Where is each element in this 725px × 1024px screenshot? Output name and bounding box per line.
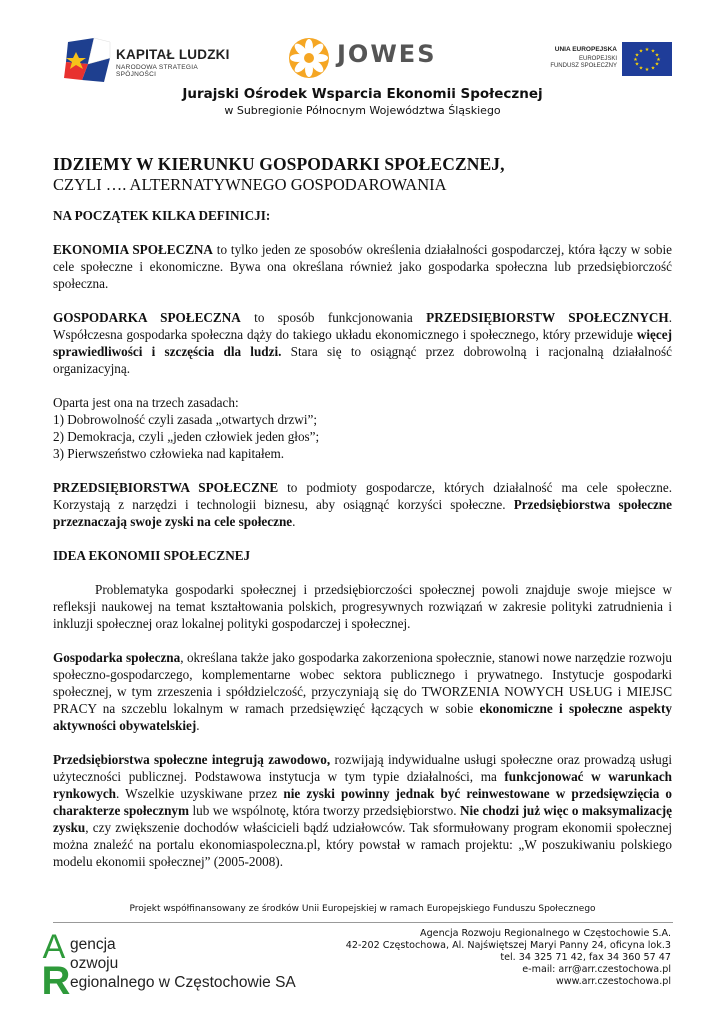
address-line: tel. 34 325 71 42, fax 34 360 57 47 — [500, 952, 671, 963]
jowes-logo — [287, 36, 437, 82]
svg-text:★: ★ — [644, 67, 650, 73]
term-przedsiebiorstw: PRZEDSIĘBIORSTW SPOŁECZNYCH — [426, 310, 669, 325]
emphasis: Nie chodzi już więc o maksymalizację zysku — [53, 803, 672, 835]
text: . Współczesna gospodarka społeczna dąży do takiego układu ekonomicznego i społecznego, który przewiduje — [53, 310, 672, 342]
svg-text:★: ★ — [654, 52, 660, 59]
principle-item: 2) Demokracja, czyli „jeden człowiek jeden głos”; — [53, 429, 320, 444]
idea-heading-text: IDEA EKONOMII SPOŁECZNEJ — [53, 548, 251, 563]
emphasis: Przedsiębiorstwa społeczne integrują zawodowo, — [53, 752, 331, 767]
eu-flag-icon — [622, 42, 672, 76]
text: to sposób funkcjonowania — [240, 310, 427, 325]
footer-divider — [53, 922, 673, 923]
svg-text:★: ★ — [634, 52, 640, 59]
eu-logo — [545, 40, 675, 80]
term-przedsiebiorstwa: PRZEDSIĘBIORSTWA SPOŁECZNE — [53, 480, 279, 495]
svg-text:★: ★ — [633, 57, 638, 63]
kapital-ludzki-name: KAPITAŁ LUDZKI — [116, 47, 230, 62]
svg-text:★: ★ — [650, 65, 656, 72]
principles-intro: Oparta jest ona na trzech zasadach: — [53, 395, 239, 410]
logo-row — [0, 28, 725, 90]
svg-text:★: ★ — [634, 61, 640, 68]
eu-line3: FUNDUSZ SPOŁECZNY — [550, 63, 617, 69]
text: . — [196, 718, 200, 733]
jowes-flower-icon — [287, 36, 331, 80]
svg-text:★: ★ — [650, 48, 656, 55]
term: Gospodarka społeczna — [53, 650, 181, 665]
emphasis: nie zyski powinny jednak być reinwestowane w przedsięwzięcia o charakterze społecznym — [53, 786, 672, 818]
eu-line1: UNIA EUROPEJSKA — [554, 46, 617, 53]
document-subtitle: CZYLI …. ALTERNATYWNEGO GOSPODAROWANIA — [53, 175, 447, 194]
term-gospodarka: GOSPODARKA SPOŁECZNA — [53, 310, 241, 325]
paragraph-integracja — [53, 751, 672, 870]
paragraph-gospodarka-spoleczna — [53, 649, 672, 734]
arr-logo — [36, 930, 336, 996]
principle-item: 3) Pierwszeństwo człowieka nad kapitałem. — [53, 446, 285, 461]
svg-text:★: ★ — [656, 57, 661, 63]
svg-text:★: ★ — [638, 65, 644, 72]
website-link[interactable]: www.arr.czestochowa.pl — [555, 976, 671, 987]
jowes-name: JOWES — [337, 40, 437, 68]
text: , czy zwiększenie dochodów właścicieli bądź udziałowców. Tak sformułowany program ekonomii społecznej można znaleźć na portalu ekonomiaspoleczna.pl, który powstał w ramach projektu: „W poszukiwaniu polskiego modelu ekonomii społecznej” (2005-2008). — [53, 820, 672, 869]
emphasis: więcej sprawiedliwości i szczęścia dla ludzi. — [53, 327, 672, 359]
org-name: Jurajski Ośrodek Wsparcia Ekonomii Społecznej — [182, 86, 543, 102]
definitions-heading-text: NA POCZĄTEK KILKA DEFINICJI: — [53, 208, 271, 223]
term-ekonomia: EKONOMIA SPOŁECZNA — [53, 242, 213, 257]
agency-address — [346, 928, 671, 988]
text: Stara się to osiągnąć przez dobrowolną i racjonalną działalność organizacyjną. — [53, 344, 672, 376]
kapital-ludzki-logo — [64, 34, 234, 84]
definitions-heading — [53, 207, 672, 224]
text: . Wszelkie uzyskiwane przez — [116, 786, 284, 801]
arr-letter-r: R — [41, 959, 71, 996]
arr-logo-line1: gencja — [70, 936, 116, 953]
idea-heading — [53, 547, 672, 564]
arr-logo-line2: ozwoju — [70, 955, 119, 972]
text: . — [292, 514, 296, 529]
text: lub we wspólnotę, która tworzy przedsiębiorstwo. — [189, 803, 460, 818]
address-line: Agencja Rozwoju Regionalnego w Częstochowie S.A. — [420, 928, 671, 939]
arr-letter-a: A — [42, 930, 66, 966]
text: , określana także jako gospodarka zakorzeniona społecznie, stanowi nowe narzędzie rozwoju społeczno-gospodarczego, komplementarne wobec sektora publicznego i prywatnego. Instytucje gospodarki społecznej, w tym zrzeszenia i spółdzielczość, przyczyniają się do TWORZENIA NOWYCH USŁUG i MIEJSC PRACY na szczeblu lokalnym w ramach przedsięwzięć łączących w sobie — [53, 650, 672, 716]
principle-item: 1) Dobrowolność czyli zasada „otwartych drzwi”; — [53, 412, 318, 427]
text: rozwijają indywidualne usługi społeczne oraz prowadzą usługi użyteczności publicznej. Podstawowa instytucja w tym typie działalności, ma — [53, 752, 672, 784]
svg-text:★: ★ — [644, 47, 650, 53]
email-link[interactable]: e-mail: arr@arr.czestochowa.pl — [522, 964, 671, 975]
arr-logo-line3: egionalnego w Częstochowie SA — [70, 974, 296, 991]
text: to podmioty gospodarcze, których działalność ma cele społeczne. Korzystają z narzędzi i technologii biznesu, aby osiągnąć korzyści społeczne. — [53, 480, 672, 512]
document-body — [53, 207, 672, 870]
svg-text:★: ★ — [654, 61, 660, 68]
emphasis: funkcjonować w warunkach rynkowych — [53, 769, 673, 801]
address-line: 42-202 Częstochowa, Al. Najświętszej Maryi Panny 24, oficyna lok.3 — [345, 940, 671, 951]
kapital-ludzki-emblem-icon — [64, 34, 112, 84]
org-region: w Subregionie Północnym Województwa Śląskiego — [224, 104, 501, 117]
emphasis: Przedsiębiorstwa społeczne przeznaczają swoje zyski na cele społeczne — [53, 497, 672, 529]
eu-fund-text — [550, 56, 617, 70]
svg-text:★: ★ — [638, 48, 644, 55]
document-title: IDZIEMY W KIERUNKU GOSPODARKI SPOŁECZNEJ, — [53, 154, 505, 174]
text: to tylko jeden ze sposobów określenia działalności gospodarczej, która łączy w sobie cele społeczne i ekonomiczne. Bywa ona określana również jako gospodarka społeczna lub przedsiębiorczość społeczna. — [53, 242, 672, 291]
paragraph-problematyka: Problematyka gospodarki społecznej i przedsiębiorczości społecznej powoli znajduje swoje miejsce w refleksji naukowej na temat kształtowania polskich, progresywnych rozwiązań w zakresie polityki zatrudnienia i inkluzji społecznej oraz lokalnej polityki gospodarczej i społecznej. — [53, 582, 672, 631]
kapital-ludzki-subtitle: NARODOWA STRATEGIA SPÓJNOŚCI — [116, 64, 198, 78]
emphasis: ekonomiczne i społeczne aspekty aktywności obywatelskiej — [53, 701, 673, 733]
paragraph-ekonomia — [53, 241, 672, 292]
paragraph-przedsiebiorstwa — [53, 479, 672, 530]
funding-note: Projekt współfinansowany ze środków Unii Europejskiej w ramach Europejskiego Funduszu Społecznego — [129, 904, 596, 914]
paragraph-gospodarka — [53, 309, 672, 377]
eu-line2: EUROPEJSKI — [578, 56, 617, 62]
